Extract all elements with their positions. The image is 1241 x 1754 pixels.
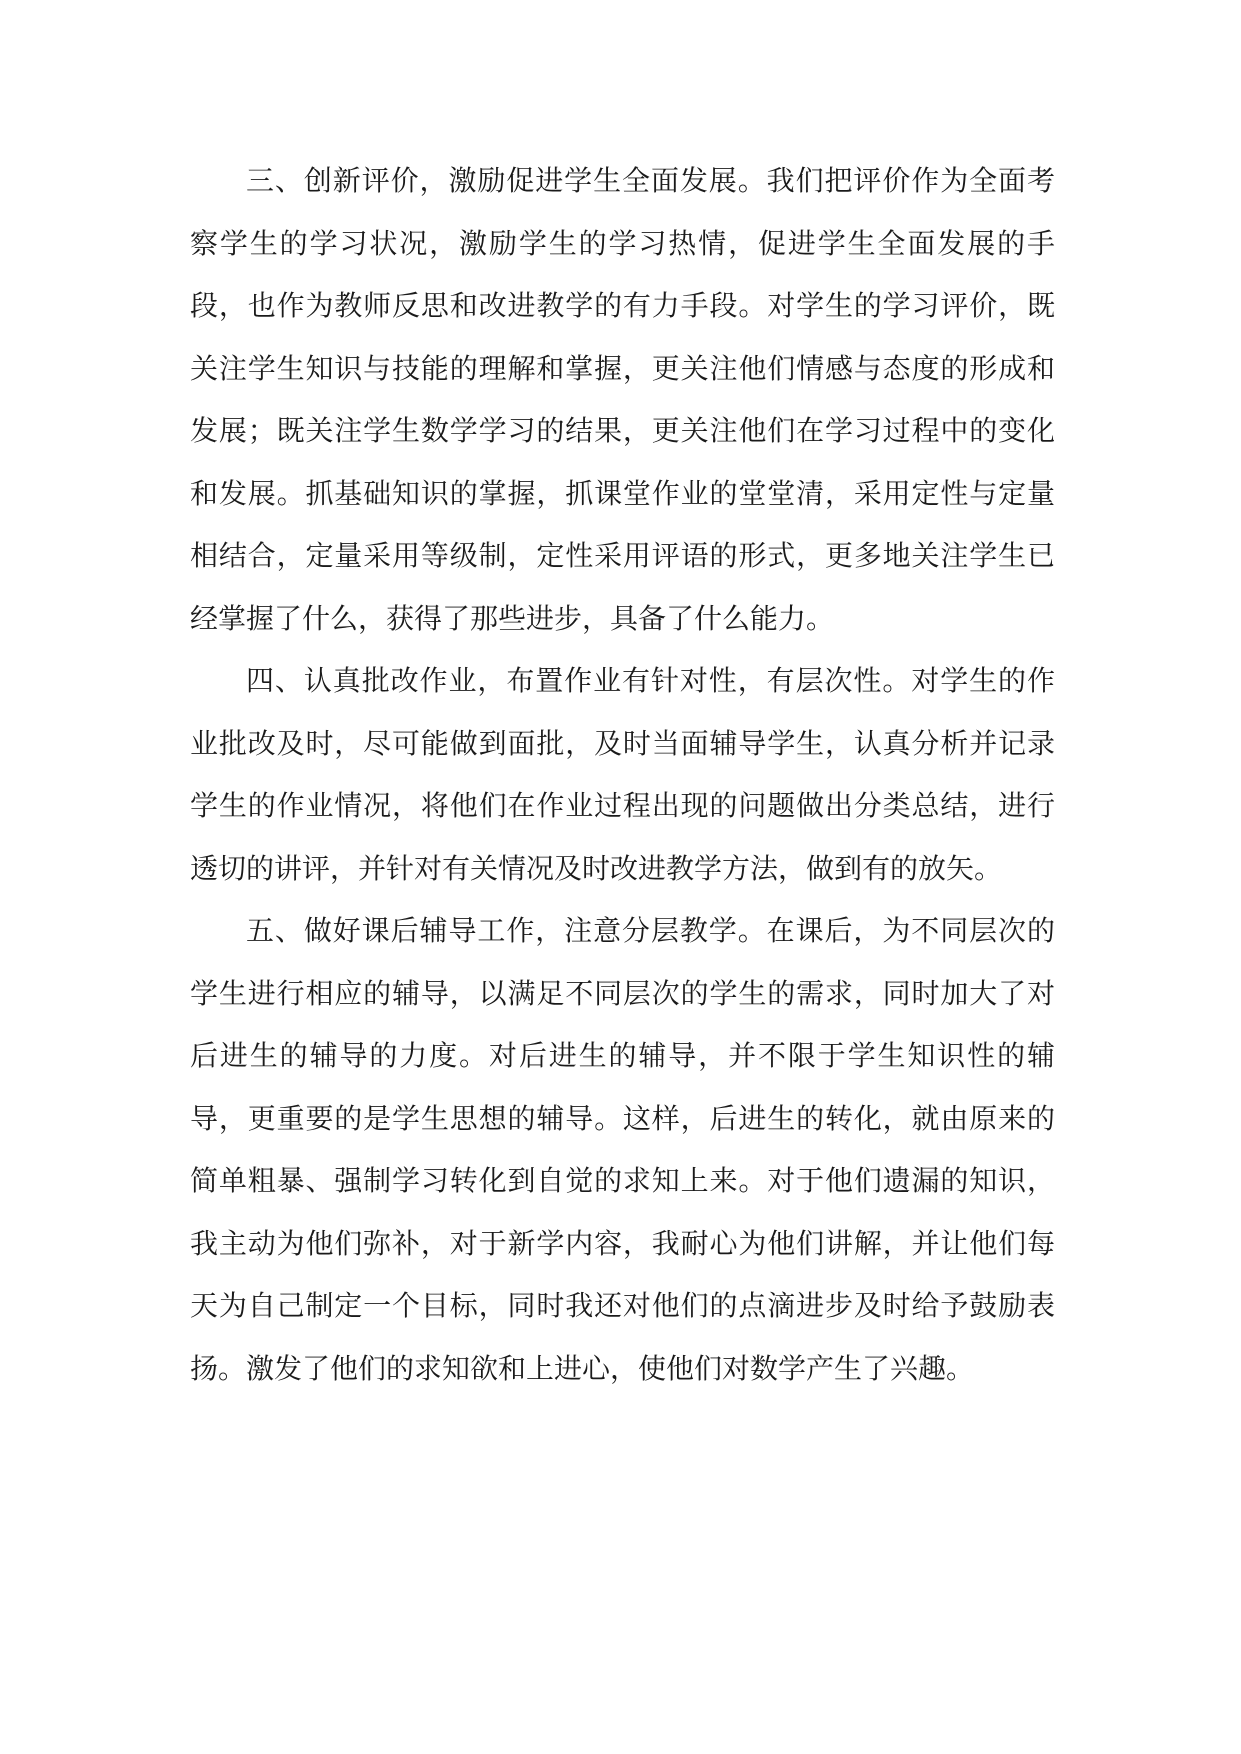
document-body xyxy=(190,150,1055,1400)
paragraph-evaluation: 三、创新评价，激励促进学生全面发展。我们把评价作为全面考察学生的学习状况，激励学生的学习热情，促进学生全面发展的手段，也作为教师反思和改进教学的有力手段。对学生的学习评价，既关注学生知识与技能的理解和掌握，更关注他们情感与态度的形成和发展；既关注学生数学学习的结果，更关注他们在学习过程中的变化和发展。抓基础知识的掌握，抓课堂作业的堂堂清，采用定性与定量相结合，定量采用等级制，定性采用评语的形式，更多地关注学生已经掌握了什么，获得了那些进步，具备了什么能力。 xyxy=(190,164,1055,635)
paragraph-tutoring: 五、做好课后辅导工作，注意分层教学。在课后，为不同层次的学生进行相应的辅导，以满足不同层次的学生的需求，同时加大了对后进生的辅导的力度。对后进生的辅导，并不限于学生知识性的辅导，更重要的是学生思想的辅导。这样，后进生的转化，就由原来的简单粗暴、强制学习转化到自觉的求知上来。对于他们遗漏的知识，我主动为他们弥补，对于新学内容，我耐心为他们讲解，并让他们每天为自己制定一个目标，同时我还对他们的点滴进步及时给予鼓励表扬。激发了他们的求知欲和上进心，使他们对数学产生了兴趣。 xyxy=(190,914,1055,1385)
paragraph-homework: 四、认真批改作业，布置作业有针对性，有层次性。对学生的作业批改及时，尽可能做到面批，及时当面辅导学生，认真分析并记录学生的作业情况，将他们在作业过程出现的问题做出分类总结，进行透切的讲评，并针对有关情况及时改进教学方法，做到有的放矢。 xyxy=(190,664,1055,885)
